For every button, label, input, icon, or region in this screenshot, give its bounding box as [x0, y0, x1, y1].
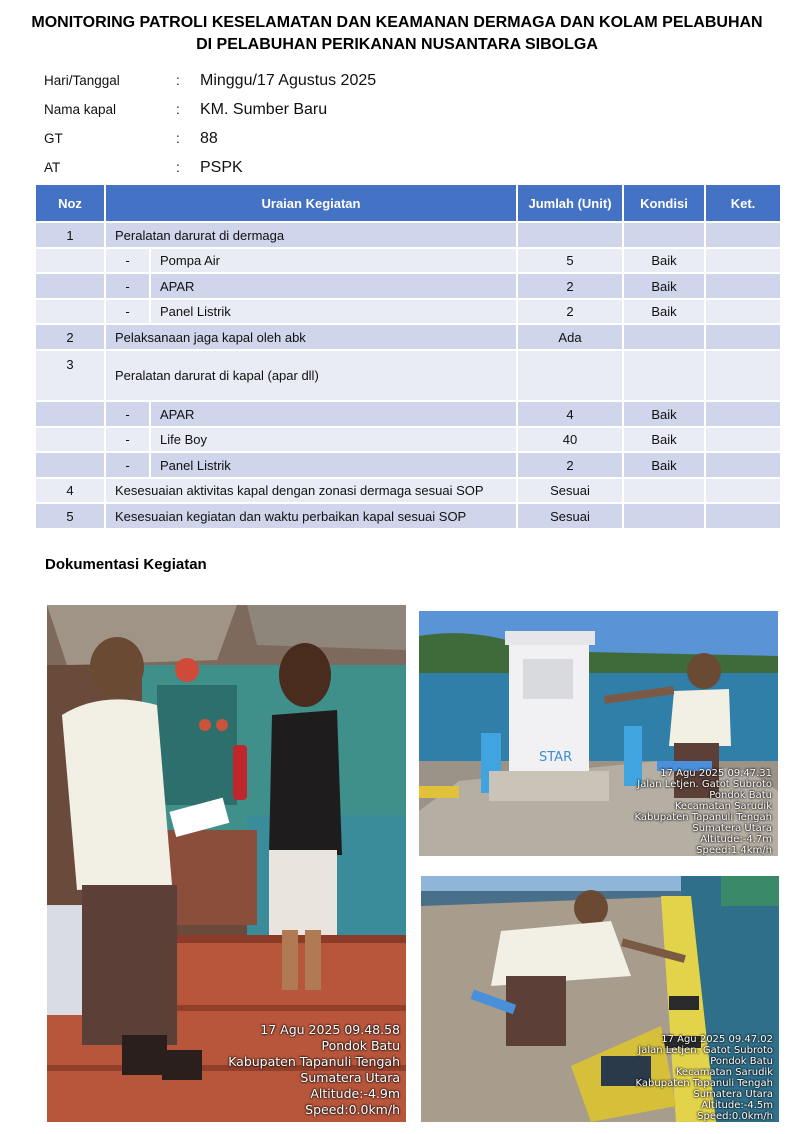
cell-desc: Kesesuaian aktivitas kapal dengan zonasi dermaga sesuai SOP — [106, 479, 518, 502]
cell-no: 5 — [36, 504, 106, 528]
cell-qty — [518, 351, 624, 400]
cell-cond: Baik — [624, 300, 706, 323]
table-row — [36, 426, 780, 451]
cell-no — [36, 300, 106, 323]
cell-qty: 2 — [518, 274, 624, 298]
cell-dash: - — [106, 428, 151, 451]
cell-item: Panel Listrik — [151, 453, 518, 477]
cell-qty: Ada — [518, 325, 624, 349]
meta-label: Nama kapal — [44, 102, 117, 117]
stamp-line: Jalan Letjen. Gatot Subroto — [637, 779, 772, 790]
cell-item: APAR — [151, 402, 518, 426]
stamp-line: Altitude:-4.9m — [310, 1086, 400, 1101]
cell-cond: Baik — [624, 274, 706, 298]
cell-ket — [706, 453, 780, 477]
meta-row-date — [44, 66, 464, 95]
stamp-line: Kabupaten Tapanuli Tengah — [634, 812, 772, 823]
stamp-line: Sumatera Utara — [692, 823, 772, 834]
stamp-line: Kabupaten Tapanuli Tengah — [228, 1054, 400, 1069]
meta-value: KM. Sumber Baru — [200, 100, 328, 118]
activity-table — [36, 185, 780, 528]
cell-item: APAR — [151, 274, 518, 298]
meta-info — [44, 66, 464, 182]
stamp-line: Altitude:-4.7m — [700, 834, 772, 845]
cell-cond: Baik — [624, 402, 706, 426]
cell-desc: Peralatan darurat di dermaga — [106, 223, 518, 247]
cell-no: 3 — [36, 351, 106, 400]
meta-label: AT — [44, 160, 61, 175]
cell-cond — [624, 325, 706, 349]
table-header — [36, 185, 780, 221]
cell-dash: - — [106, 453, 151, 477]
photo-pier-pump — [419, 611, 778, 856]
meta-colon: : — [176, 102, 180, 117]
cell-cond: Baik — [624, 249, 706, 272]
stamp-line: Kecamatan Sarudik — [675, 1067, 773, 1078]
cell-ket — [706, 428, 780, 451]
cell-desc: Peralatan darurat di kapal (apar dll) — [106, 351, 518, 400]
cell-desc: Pelaksanaan jaga kapal oleh abk — [106, 325, 518, 349]
cell-ket — [706, 504, 780, 528]
table-row — [36, 272, 780, 298]
meta-row-at — [44, 153, 464, 182]
title-line-1: MONITORING PATROLI KESELAMATAN DAN KEAMANAN DERMAGA DAN KOLAM PELABUHAN — [31, 14, 763, 31]
cell-ket — [706, 351, 780, 400]
cell-ket — [706, 223, 780, 247]
cell-dash: - — [106, 300, 151, 323]
cell-qty: 2 — [518, 453, 624, 477]
table-row — [36, 400, 780, 426]
photo-2-timestamp — [635, 768, 772, 856]
table-row — [36, 502, 780, 528]
photo-pier-panel — [421, 876, 779, 1122]
cell-dash: - — [106, 274, 151, 298]
table-row — [36, 349, 780, 400]
cell-qty: 40 — [518, 428, 624, 451]
cell-no — [36, 453, 106, 477]
cell-qty: Sesuai — [518, 504, 624, 528]
stamp-line: Kabupaten Tapanuli Tengah — [635, 1078, 773, 1089]
meta-colon: : — [176, 131, 180, 146]
cell-no — [36, 428, 106, 451]
cell-no: 2 — [36, 325, 106, 349]
cell-cond — [624, 479, 706, 502]
meta-value: 88 — [200, 129, 218, 147]
cell-item: Panel Listrik — [151, 300, 518, 323]
title-line-2: DI PELABUHAN PERIKANAN NUSANTARA SIBOLGA — [196, 36, 598, 53]
meta-row-gt — [44, 124, 464, 153]
meta-colon: : — [176, 73, 180, 88]
photo-cabin-inspection — [47, 605, 406, 1122]
stamp-line: Speed:0.0km/h — [697, 1111, 773, 1122]
document-title — [0, 12, 794, 56]
cell-item: Life Boy — [151, 428, 518, 451]
meta-colon: : — [176, 160, 180, 175]
cell-dash: - — [106, 249, 151, 272]
cell-item: Pompa Air — [151, 249, 518, 272]
table-row — [36, 221, 780, 247]
cell-no — [36, 274, 106, 298]
photo-1-timestamp — [228, 1022, 400, 1118]
pump-brand-text: STAR — [539, 750, 573, 765]
header-qty: Jumlah (Unit) — [518, 185, 624, 221]
stamp-line: Jalan Letjen. Gatot Subroto — [638, 1045, 773, 1056]
cell-qty: 5 — [518, 249, 624, 272]
cell-qty: 4 — [518, 402, 624, 426]
cell-cond: Baik — [624, 453, 706, 477]
stamp-line: 17 Agu 2025 09.48.58 — [260, 1022, 400, 1037]
table-row — [36, 247, 780, 272]
stamp-line: Pondok Batu — [709, 790, 772, 801]
meta-value: PSPK — [200, 158, 243, 176]
stamp-line: 17 Agu 2025 09.47.31 — [660, 768, 772, 779]
documentation-heading: Dokumentasi Kegiatan — [45, 556, 207, 573]
table-row — [36, 323, 780, 349]
cell-no — [36, 249, 106, 272]
table-row — [36, 451, 780, 477]
stamp-line: Kecamatan Sarudik — [674, 801, 772, 812]
table-row — [36, 298, 780, 323]
cell-ket — [706, 479, 780, 502]
cell-qty: 2 — [518, 300, 624, 323]
meta-row-ship — [44, 95, 464, 124]
header-ket: Ket. — [730, 195, 756, 211]
cell-dash: - — [106, 402, 151, 426]
header-no: Noz — [36, 185, 106, 221]
cell-cond — [624, 504, 706, 528]
cell-no — [36, 402, 106, 426]
stamp-line: Pondok Batu — [710, 1056, 773, 1067]
cell-qty: Sesuai — [518, 479, 624, 502]
meta-value: Minggu/17 Agustus 2025 — [200, 71, 377, 89]
stamp-line: Sumatera Utara — [300, 1070, 400, 1085]
stamp-line: Speed:1.4km/h — [696, 845, 772, 856]
meta-label: Hari/Tanggal — [44, 73, 120, 88]
header-desc: Uraian Kegiatan — [106, 185, 518, 221]
cell-qty — [518, 223, 624, 247]
stamp-line: Altitude:-4.5m — [701, 1100, 773, 1111]
cell-ket — [706, 402, 780, 426]
stamp-line: Sumatera Utara — [693, 1089, 773, 1100]
cell-cond — [624, 351, 706, 400]
cell-desc: Kesesuaian kegiatan dan waktu perbaikan kapal sesuai SOP — [106, 504, 518, 528]
photo-3-timestamp — [636, 1034, 773, 1122]
header-cond: Kondisi — [624, 185, 706, 221]
table-row — [36, 477, 780, 502]
meta-label: GT — [44, 131, 63, 146]
stamp-line: Pondok Batu — [321, 1038, 400, 1053]
stamp-line: 17 Agu 2025 09.47.02 — [661, 1034, 773, 1045]
cell-ket — [706, 300, 780, 323]
cell-no: 4 — [36, 479, 106, 502]
cell-ket — [706, 274, 780, 298]
cell-ket — [706, 325, 780, 349]
cell-no: 1 — [36, 223, 106, 247]
cell-cond — [624, 223, 706, 247]
cell-ket — [706, 249, 780, 272]
stamp-line: Speed:0.0km/h — [305, 1102, 400, 1117]
cell-cond: Baik — [624, 428, 706, 451]
